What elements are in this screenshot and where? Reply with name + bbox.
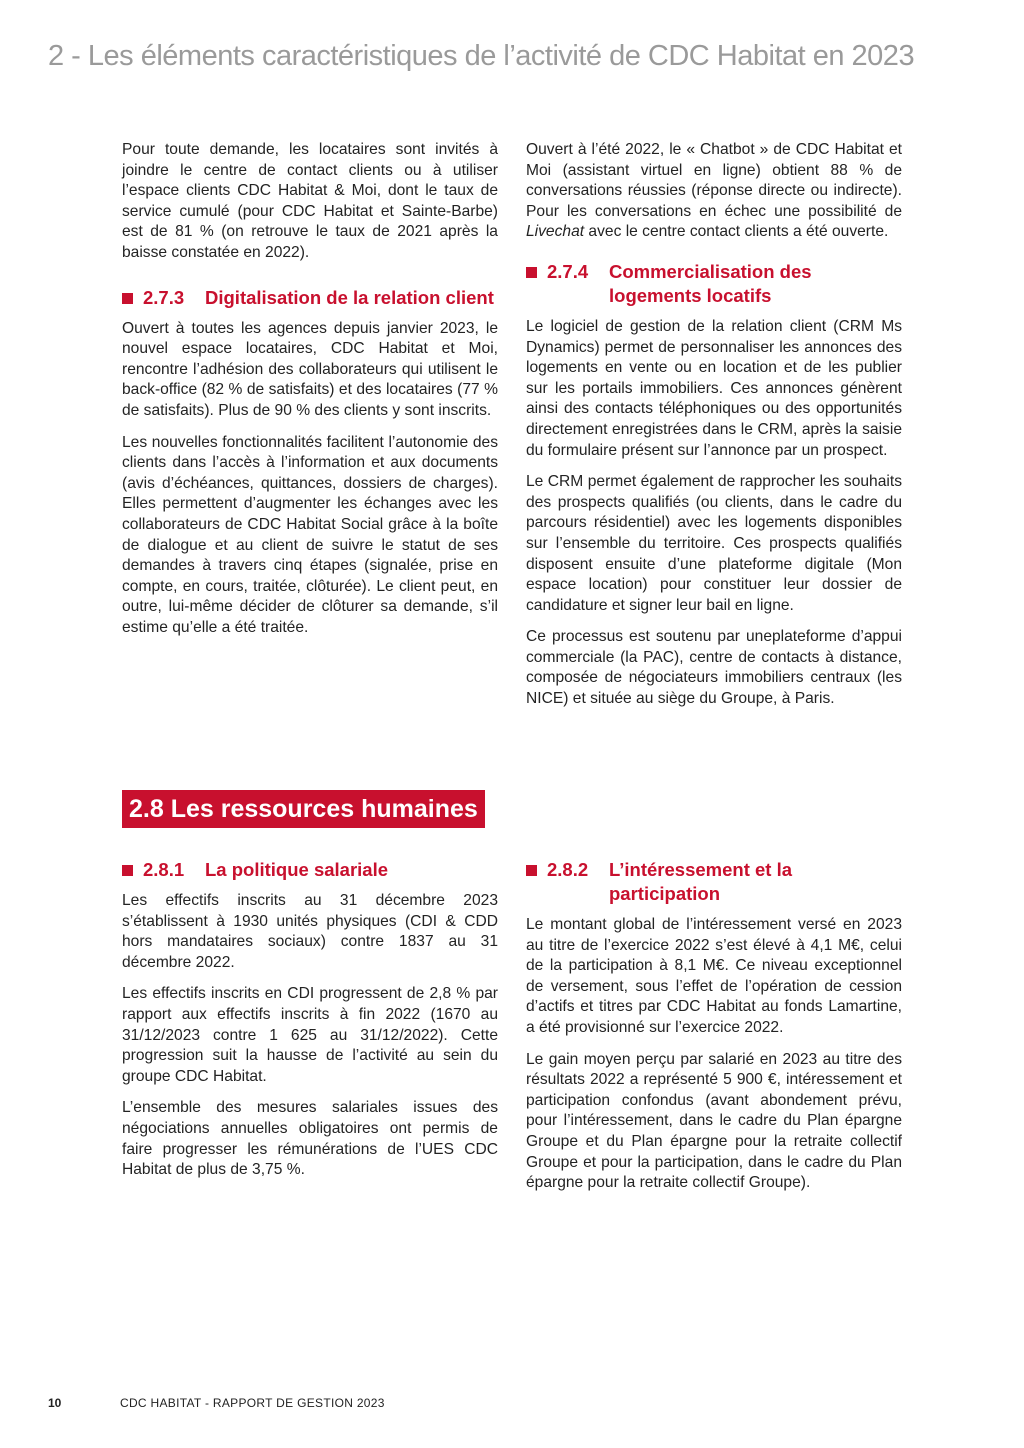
subsection-number: 2.7.4 (547, 260, 589, 282)
paragraph: Ouvert à toutes les agences depuis janvier 2023, le nouvel espace locataires, CDC Habitat et Moi, rencontre l’adhésion des collaborateurs qui utilisent le back-office (82 % de satisfaits) et des locataires (77 % de satisfaits). Plus de 90 % des clients y sont inscrits. (122, 319, 498, 419)
footer-report-title: CDC HABITAT - RAPPORT DE GESTION 2023 (120, 1396, 385, 1410)
subsection-title: Commercialisation des logements locatifs (609, 260, 812, 306)
chatbot-paragraph (526, 140, 902, 243)
paragraph: Le logiciel de gestion de la relation client (CRM Ms Dynamics) permet de personnaliser les annonces des logements en vente ou en location et de les publier sur les portails immobiliers. Ces annonces génèrent ainsi des contacts téléphoniques ou des opportunités directement enregistrées dans le CRM, après la saisie du formulaire présent sur l’annonce par un prospect. (526, 317, 902, 459)
intro-paragraph: Pour toute demande, les locataires sont invités à joindre le centre de contact clients ou à utiliser l’espace clients CDC Habitat & Moi, dont le taux de service cumulé (pour CDC Habitat et Sainte-Barbe) est de 81 % (on retrouve le taux de 2021 après la baisse constatée en 2022). (122, 141, 498, 261)
bullet-square-icon (526, 865, 537, 876)
paragraph: Les effectifs inscrits en CDI progressent de 2,8 % par rapport aux effectifs inscrits à fin 2022 (1670 au 31/12/2023 contre 1 625 au 31/12/2022). Cette progression suit la hausse de l’activité au sein du groupe CDC Habitat. (122, 985, 498, 1085)
page-header-title: 2 - Les éléments caractéristiques de l’activité de CDC Habitat en 2023 (48, 40, 915, 72)
bullet-square-icon (526, 267, 537, 278)
bullet-square-icon (122, 865, 133, 876)
section-title-band: 2.8 Les ressources humaines (122, 790, 485, 828)
subsection-title: Digitalisation de la relation client (205, 286, 494, 308)
text-run: avec le centre contact clients a été ouverte. (584, 223, 889, 241)
subsection-heading-2-7-4 (526, 260, 902, 308)
subsection-title: L’intéressement et la participation (609, 859, 793, 904)
column-right-top (526, 140, 902, 721)
paragraph: Le montant global de l’intéressement versé en 2023 au titre de l’exercice 2022 s’est élevé à 4,1 M€, celui de la participation à 8,1 M€. Ce niveau exceptionnel de versement, sous l’effet de l’opération de cession d’actifs et titres par CDC Habitat au fonds Lamartine, a été provisionné sur l’exercice 2022. (526, 916, 902, 1036)
subsection-number: 2.8.1 (143, 859, 185, 880)
subsection-heading-2-7-3 (122, 286, 498, 310)
subsection-heading-2-8-1 (122, 858, 498, 882)
page-number: 10 (48, 1396, 62, 1410)
bullet-square-icon (122, 293, 133, 304)
subsection-number: 2.8.2 (547, 859, 589, 880)
text-run: Ouvert à l’été 2022, le « Chatbot » de CDC Habitat et Moi (assistant virtuel en ligne) obtient 88 % de conversations réussies (réponse directe ou indirecte). Pour les conversations en échec une possibilité de (526, 141, 902, 220)
column-right-bottom (526, 858, 902, 1205)
paragraph: L’ensemble des mesures salariales issues des négociations annuelles obligatoires ont permis de faire progresser les rémunérations de l’UES CDC Habitat de plus de 3,75 %. (122, 1099, 498, 1179)
emphasis-livechat: Livechat (526, 223, 585, 241)
paragraph: Ce processus est soutenu par uneplateforme d’appui commerciale (la PAC), centre de contacts à distance, composée de négociateurs immobiliers centraux (les NICE) et située au siège du Groupe, à Paris. (526, 628, 902, 708)
paragraph: Les effectifs inscrits au 31 décembre 2023 s’établissent à 1930 unités physiques (CDI & CDD hors mandataires sociaux) contre 1837 au 31 décembre 2022. (122, 892, 498, 971)
subsection-heading-2-8-2 (526, 858, 902, 906)
subsection-number: 2.7.3 (143, 286, 185, 308)
column-left-bottom (122, 858, 498, 1192)
paragraph: Le CRM permet également de rapprocher les souhaits des prospects qualifiés (ou clients, dans le cadre du parcours résidentiel) avec les logements disponibles sur l’ensemble du territoire. Ces prospects qualifiés disposent ensuite d’une plateforme digitale (Mon espace location) pour constituer leur dossier de candidature et signer leur bail en ligne. (526, 473, 902, 614)
subsection-title: La politique salariale (205, 859, 389, 880)
paragraph: Les nouvelles fonctionnalités facilitent l’autonomie des clients dans l’accès à l’information et aux documents (avis d’échéances, quittances, dossiers de charges). Elles permettent d’augmenter les échanges avec les collaborateurs de CDC Habitat Social grâce à la boîte de dialogue et au client de suivre le statut de ses demandes à travers cinq étapes (signalée, prise en compte, en cours, traitée, clôturée). Le client peut, en outre, lui-même décider de clôturer sa demande, s’il estime qu’elle a été traitée. (122, 433, 498, 636)
column-left-top (122, 140, 498, 649)
paragraph: Le gain moyen perçu par salarié en 2023 au titre des résultats 2022 a représenté 5 900 €, intéressement et participation confondus (avant abondement prévu, pour l’intéressement, dans le cadre du Plan épargne Groupe et du Plan épargne pour la retraite collectif Groupe et pour la participation, dans le cadre du Plan épargne pour la retraite collectif Groupe). (526, 1050, 902, 1192)
